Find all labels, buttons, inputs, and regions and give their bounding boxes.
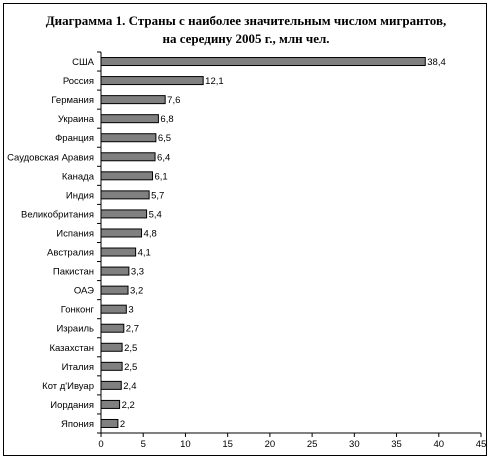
- x-tick-label: 20: [264, 439, 276, 450]
- x-tick-label: 40: [433, 439, 445, 450]
- data-label: 2,5: [124, 342, 138, 354]
- data-label: 6,1: [154, 171, 168, 183]
- category-label: Испания: [56, 228, 94, 240]
- category-label: Гонконг: [60, 304, 94, 316]
- data-label: 2,5: [124, 361, 138, 373]
- category-label: Саудовская Аравия: [7, 152, 94, 164]
- x-tick-label: 30: [349, 439, 360, 450]
- bar: [101, 172, 153, 180]
- category-label: Индия: [65, 190, 94, 202]
- bar: [101, 248, 136, 256]
- data-label: 2,2: [121, 399, 135, 411]
- bar: [101, 134, 156, 142]
- category-label: Россия: [62, 76, 94, 88]
- x-tick-label: 25: [306, 439, 318, 450]
- chart-title-line-1: Диаграмма 1. Страны с наиболее значительным числом мигрантов,: [45, 13, 447, 28]
- x-tick-label: 35: [391, 439, 402, 450]
- data-label: 4,1: [137, 247, 151, 259]
- bar: [101, 153, 155, 161]
- bar: [101, 210, 147, 218]
- category-label: Великобритания: [21, 209, 94, 221]
- category-label: Иордания: [50, 399, 94, 411]
- data-label: 6,4: [157, 152, 171, 164]
- x-tick-label: 5: [140, 439, 146, 450]
- data-label: 4,8: [143, 228, 157, 240]
- category-label: Пакистан: [52, 266, 94, 278]
- bar: [101, 419, 118, 427]
- x-tick-label: 10: [180, 439, 191, 450]
- category-label: Франция: [55, 133, 94, 145]
- bar: [101, 305, 126, 313]
- data-label: 6,8: [160, 114, 174, 126]
- bar: [101, 286, 128, 294]
- category-label: Канада: [61, 171, 94, 183]
- bar: [101, 267, 129, 275]
- bar: [101, 400, 120, 408]
- bar: [101, 96, 165, 104]
- bar: [101, 362, 122, 370]
- category-label: Италия: [61, 361, 94, 373]
- bar: [101, 58, 425, 66]
- bar: [101, 324, 124, 332]
- category-label: Украина: [57, 114, 94, 126]
- bar: [101, 191, 149, 199]
- bar: [101, 115, 158, 123]
- category-label: США: [72, 57, 94, 69]
- bar: [101, 77, 203, 85]
- category-label: Израиль: [56, 323, 94, 335]
- data-label: 5,4: [148, 209, 162, 221]
- category-label: Австралия: [47, 247, 94, 259]
- data-label: 7,6: [167, 95, 181, 107]
- chart-title-line-2: на середину 2005 г., млн чел.: [162, 31, 330, 46]
- bar: [101, 343, 122, 351]
- bar: [101, 381, 121, 389]
- category-label: Германия: [51, 95, 94, 107]
- data-label: 2,7: [125, 323, 140, 335]
- x-tick-label: 15: [222, 439, 233, 450]
- category-label: Казахстан: [49, 342, 94, 354]
- data-label: 6,5: [157, 133, 172, 145]
- data-label: 2,4: [123, 380, 137, 392]
- category-label: Япония: [61, 418, 94, 430]
- data-label: 3: [128, 304, 134, 316]
- x-tick-label: 0: [98, 439, 104, 450]
- data-label: 12,1: [205, 76, 224, 88]
- x-tick-label: 45: [475, 439, 487, 450]
- bar: [101, 229, 142, 237]
- category-label: ОАЭ: [73, 285, 94, 297]
- data-label: 5,7: [151, 190, 165, 202]
- category-label: Кот д'Ивуар: [42, 380, 94, 392]
- data-label: 2: [119, 418, 126, 430]
- data-label: 3,2: [130, 285, 144, 297]
- data-label: 3,3: [130, 266, 145, 278]
- data-label: 38,4: [427, 57, 446, 69]
